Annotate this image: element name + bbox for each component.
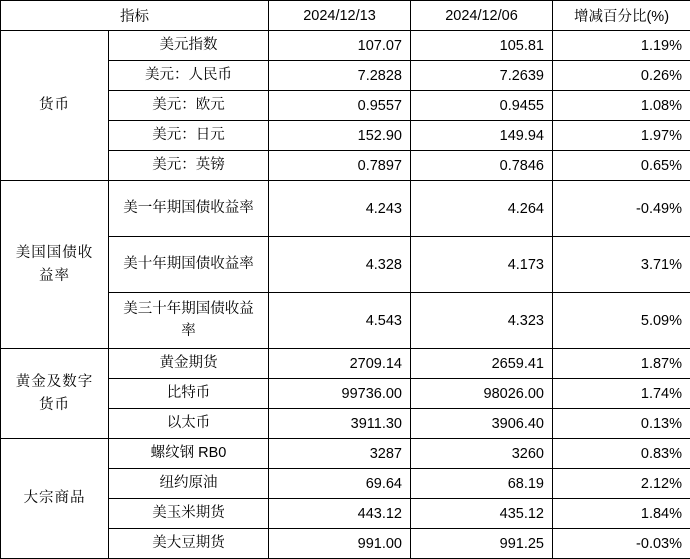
row-value-previous: 68.19: [411, 469, 553, 499]
row-value-current: 3911.30: [269, 409, 411, 439]
row-item-label: 美元指数: [109, 31, 269, 61]
row-change-percent: -0.03%: [553, 529, 690, 559]
row-value-current: 4.543: [269, 293, 411, 349]
row-value-previous: 2659.41: [411, 349, 553, 379]
row-change-percent: 0.65%: [553, 151, 690, 181]
row-change-percent: 1.19%: [553, 31, 690, 61]
row-value-previous: 4.173: [411, 237, 553, 293]
row-value-current: 152.90: [269, 121, 411, 151]
row-change-percent: 2.12%: [553, 469, 690, 499]
row-value-previous: 991.25: [411, 529, 553, 559]
header-change-percent: 增减百分比(%): [553, 1, 690, 31]
row-item-label: 美元：英镑: [109, 151, 269, 181]
row-item-label: 美十年期国债收益率: [109, 237, 269, 293]
row-value-previous: 435.12: [411, 499, 553, 529]
row-item-label: 美三十年期国债收益率: [109, 293, 269, 349]
row-value-previous: 0.9455: [411, 91, 553, 121]
row-value-current: 7.2828: [269, 61, 411, 91]
row-value-previous: 4.323: [411, 293, 553, 349]
row-item-label: 美玉米期货: [109, 499, 269, 529]
row-item-label: 纽约原油: [109, 469, 269, 499]
row-change-percent: 3.71%: [553, 237, 690, 293]
group-label-gold-crypto: 黄金及数字货币: [1, 349, 109, 439]
row-item-label: 美一年期国债收益率: [109, 181, 269, 237]
row-value-current: 991.00: [269, 529, 411, 559]
row-change-percent: 5.09%: [553, 293, 690, 349]
row-value-previous: 105.81: [411, 31, 553, 61]
row-value-current: 107.07: [269, 31, 411, 61]
row-item-label: 螺纹钢 RB0: [109, 439, 269, 469]
row-item-label: 美大豆期货: [109, 529, 269, 559]
row-item-label: 美元：人民币: [109, 61, 269, 91]
row-change-percent: 1.74%: [553, 379, 690, 409]
row-item-label: 美元：欧元: [109, 91, 269, 121]
row-change-percent: 1.87%: [553, 349, 690, 379]
row-value-current: 0.9557: [269, 91, 411, 121]
group-label-commodities: 大宗商品: [1, 439, 109, 559]
header-date-current: 2024/12/13: [269, 1, 411, 31]
row-item-label: 以太币: [109, 409, 269, 439]
row-item-label: 比特币: [109, 379, 269, 409]
table-row: [1, 31, 690, 61]
row-value-current: 4.243: [269, 181, 411, 237]
row-value-current: 2709.14: [269, 349, 411, 379]
row-value-current: 4.328: [269, 237, 411, 293]
table-row: [1, 181, 690, 237]
row-value-current: 3287: [269, 439, 411, 469]
table-row: [1, 349, 690, 379]
group-label-currency: 货币: [1, 31, 109, 181]
row-value-previous: 0.7846: [411, 151, 553, 181]
table-row: [1, 439, 690, 469]
group-label-treasury-yields: 美国国债收益率: [1, 181, 109, 349]
row-value-current: 0.7897: [269, 151, 411, 181]
header-indicator: 指标: [1, 1, 269, 31]
table-header-row: [1, 1, 690, 31]
row-value-current: 99736.00: [269, 379, 411, 409]
row-value-current: 443.12: [269, 499, 411, 529]
row-value-previous: 4.264: [411, 181, 553, 237]
row-change-percent: 1.97%: [553, 121, 690, 151]
row-value-previous: 98026.00: [411, 379, 553, 409]
row-item-label: 美元：日元: [109, 121, 269, 151]
row-item-label: 黄金期货: [109, 349, 269, 379]
row-change-percent: 1.84%: [553, 499, 690, 529]
row-change-percent: 0.26%: [553, 61, 690, 91]
row-change-percent: 0.83%: [553, 439, 690, 469]
row-value-previous: 3906.40: [411, 409, 553, 439]
row-value-previous: 149.94: [411, 121, 553, 151]
row-change-percent: 1.08%: [553, 91, 690, 121]
row-value-previous: 7.2639: [411, 61, 553, 91]
row-value-previous: 3260: [411, 439, 553, 469]
row-change-percent: -0.49%: [553, 181, 690, 237]
row-value-current: 69.64: [269, 469, 411, 499]
row-change-percent: 0.13%: [553, 409, 690, 439]
header-date-previous: 2024/12/06: [411, 1, 553, 31]
